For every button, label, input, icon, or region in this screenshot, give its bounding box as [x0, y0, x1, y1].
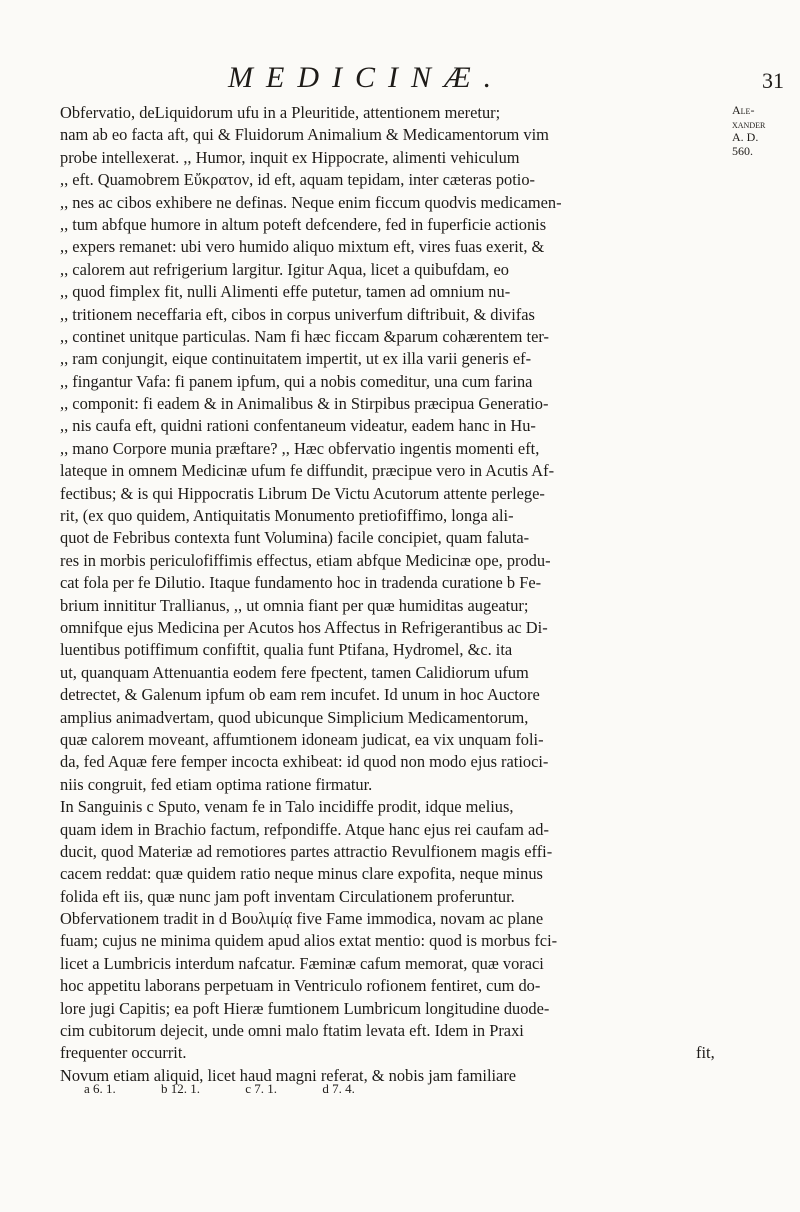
margin-note-line: xander [732, 116, 766, 131]
text-line: res in morbis periculofiffimis effectus, etiam abfque Medicinæ ope, produ- [60, 550, 551, 570]
text-line: frequenter occurrit. [60, 1043, 187, 1063]
text-line: ,, nis caufa eft, quidni rationi confentaneum videatur, eadem hanc in Hu- [60, 416, 536, 436]
text-line: ,, mano Corpore munia præftare? ,, Hæc obfervatio ingentis momenti eft, [60, 438, 540, 458]
text-line: niis congruit, fed etiam optima ratione firmatur. [60, 774, 373, 794]
text-line: brium innititur Trallianus, ,, ut omnia fiant per quæ humiditas augeatur; [60, 595, 529, 615]
text-line: ,, continet unitque particulas. Nam fi hæc ficcam &parum cohærentem ter- [60, 326, 549, 346]
text-line: folida eft iis, quæ nunc jam poft inventam Circulationem proferuntur. [60, 886, 515, 906]
footnote-references [84, 1080, 397, 1098]
text-line: ,, expers remanet: ubi vero humido aliquo mixtum eft, vires fuas exerit, & [60, 237, 545, 257]
text-line: hoc appetitu laborans perpetuam in Ventriculo rofionem fentiret, cum do- [60, 976, 541, 996]
page-header [0, 60, 800, 104]
text-line: Obfervationem tradit in d Βουλιμίᾳ five Fame immodica, novam ac plane [60, 909, 544, 929]
text-line: cacem reddat: quæ quidem ratio neque minus clare expofita, neque minus [60, 864, 543, 884]
text-line: quæ calorem moveant, affumtionem idoneam judicat, ea vix unquam foli- [60, 729, 544, 749]
text-line: lateque in omnem Medicinæ ufum fe diffundit, præcipue vero in Acutis Af- [60, 461, 555, 481]
text-line: omnifque ejus Medicina per Acutos hos Affectus in Refrigerantibus ac Di- [60, 617, 548, 637]
text-line: ,, quod fimplex fit, nulli Alimenti effe putetur, tamen ad omnium nu- [60, 282, 511, 302]
text-line: fectibus; & is qui Hippocratis Librum De Victu Acutorum attente perlege- [60, 483, 545, 503]
running-title: MEDICINÆ. [228, 61, 505, 94]
text-line: quot de Febribus contexta funt Volumina) facile concipiet, quam faluta- [60, 528, 530, 548]
text-line: rit, (ex quo quidem, Antiquitatis Monumento pretiofiffimo, longa ali- [60, 506, 514, 526]
text-line: ,, nes ac cibos exhibere ne definas. Neque enim ficcum quodvis medicamen- [60, 192, 562, 212]
body-text [60, 102, 724, 1087]
margin-note-line: Ale- [732, 103, 755, 117]
text-line: licet a Lumbricis interdum nafcatur. Fæminæ cafum memorat, quæ voraci [60, 953, 544, 973]
margin-note [732, 104, 796, 158]
text-line: ut, quanquam Attenuantia eodem fere fpectent, tamen Calidiorum ufum [60, 662, 529, 682]
margin-note-line: 560. [732, 143, 753, 158]
text-line: ducit, quod Materiæ ad remotiores partes attractio Revulfionem magis effi- [60, 841, 553, 861]
text-line: luentibus potiffimum confiftit, qualia funt Ptifana, Hydromel, &c. ita [60, 640, 513, 660]
text-line: quam idem in Brachio factum, refpondiffe. Atque hanc ejus rei caufam ad- [60, 819, 549, 839]
text-line: lore jugi Capitis; ea poft Hieræ fumtionem Lumbricum longitudine duode- [60, 998, 550, 1018]
footnote-ref: a 6. 1. [84, 1081, 116, 1096]
text-line: ,, calorem aut refrigerium largitur. Igitur Aqua, licet a quibufdam, eo [60, 259, 509, 279]
text-line: ,, fingantur Vafa: fi panem ipfum, qui a nobis comeditur, una cum farina [60, 371, 533, 391]
text-line: cim cubitorum dejecit, unde omni malo ftatim levata eft. Idem in Praxi [60, 1021, 524, 1041]
text-line: In Sanguinis c Sputo, venam fe in Talo incidiffe prodit, idque melius, [60, 797, 514, 817]
text-line: nam ab eo facta aft, qui & Fluidorum Animalium & Medicamentorum vim [60, 125, 549, 145]
page-number: 31 [762, 68, 784, 93]
text-line: detrectet, & Galenum ipfum ob eam rem incufet. Id unum in hoc Auctore [60, 685, 540, 705]
footnote-ref: b 12. 1. [161, 1081, 201, 1096]
footnote-ref: c 7. 1. [245, 1081, 278, 1096]
text-line: ,, tritionem neceffaria eft, cibos in corpus univerfum diftribuit, & divifas [60, 304, 535, 324]
text-line: da, fed Aquæ fere femper incocta exhibeat: id quod non modo ejus ratioci- [60, 752, 549, 772]
text-line: fuam; cujus ne minima quidem apud alios extat mentio: quod is morbus fci- [60, 931, 558, 951]
text-line: amplius animadvertam, quod ubicunque Simplicium Medicamentorum, [60, 707, 529, 727]
text-line: cat fola per fe Dilutio. Itaque fundamento hoc in tradenda curatione b Fe- [60, 573, 542, 593]
text-line: ,, eft. Quamobrem Εὔκρατον, id eft, aquam tepidam, inter cæteras potio- [60, 170, 535, 190]
footnote-ref: d 7. 4. [322, 1081, 355, 1096]
text-line: ,, ram conjungit, eique continuitatem impertit, ut ex illa varii generis ef- [60, 349, 532, 369]
text-line: Obfervatio, deLiquidorum ufu in a Pleuritide, attentionem meretur; [60, 103, 501, 122]
text-line: probe intellexerat. ,, Humor, inquit ex Hippocrate, alimenti vehiculum [60, 147, 520, 167]
margin-note-line: A. D. [732, 130, 759, 144]
text-line: ,, componit: fi eadem & in Animalibus & in Stirpibus præcipua Generatio- [60, 394, 549, 414]
text-line: Novum etiam aliquid, licet haud magni referat, & nobis jam familiare [60, 1065, 517, 1085]
text-line: ,, tum abfque humore in altum poteft defcendere, fed in fuperficie actionis [60, 214, 547, 234]
catchword: fit, [696, 1043, 715, 1062]
